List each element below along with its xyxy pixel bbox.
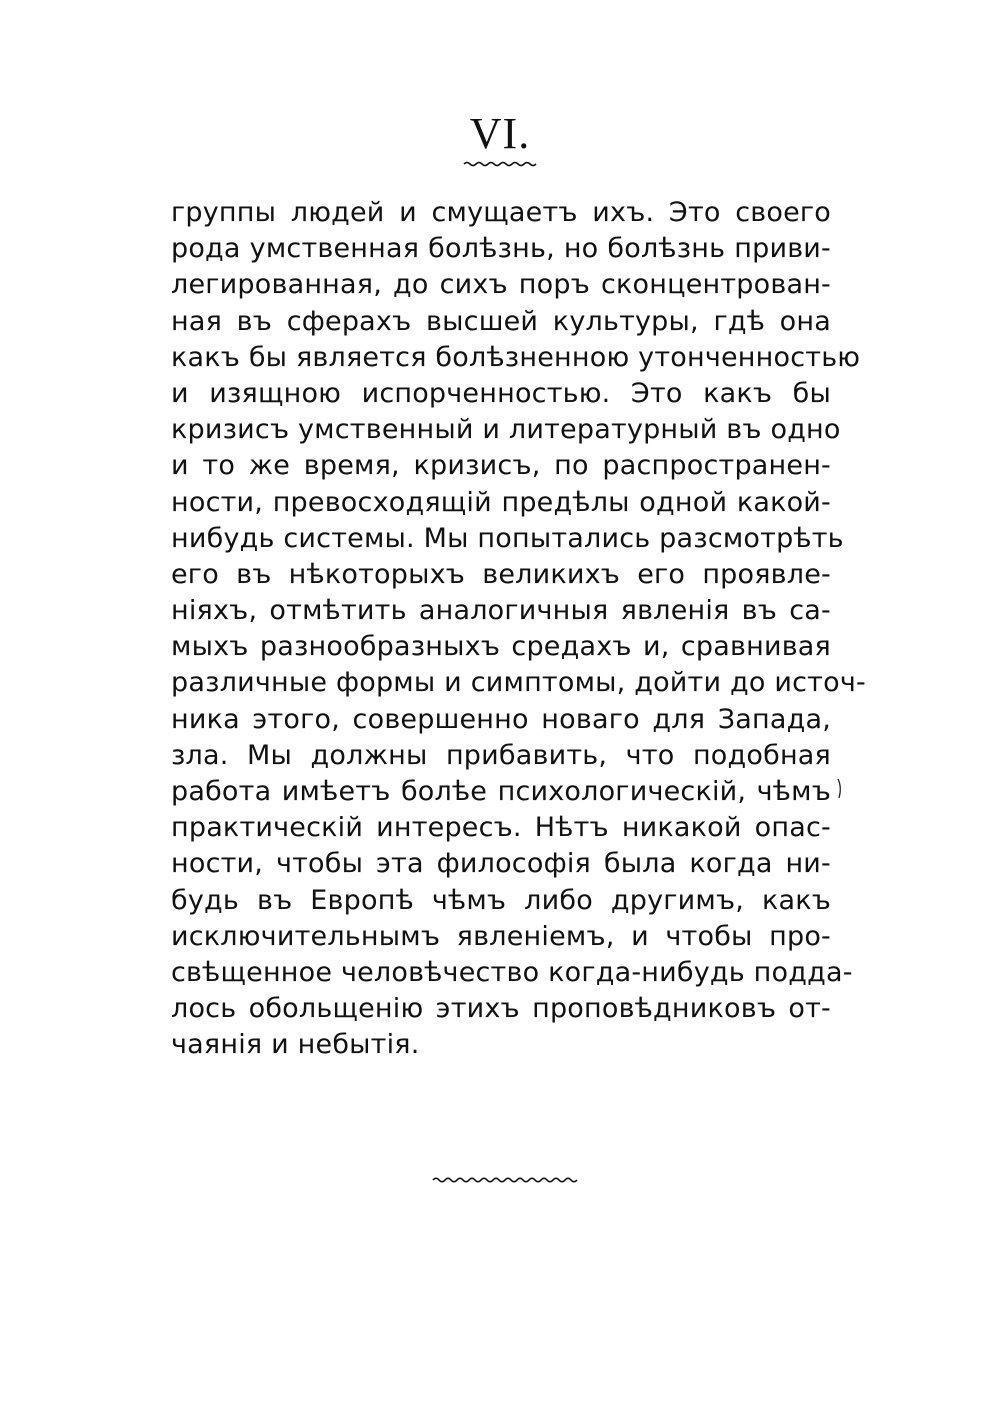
text-line: зла. Мы должны прибавить, что подобная	[171, 739, 831, 771]
body-text	[171, 195, 866, 1064]
footer-wavy-ornament	[432, 1175, 578, 1185]
page-header	[0, 109, 1000, 168]
text-line: исключительнымъ явленіемъ, и чтобы про-	[171, 920, 831, 952]
text-line: ніяхъ, отмѣтить аналогичныя явленія въ са-	[171, 595, 831, 627]
text-line: будь въ Европѣ чѣмъ либо другимъ, какъ	[171, 884, 831, 916]
text-line: ная въ сферахъ высшей культуры, гдѣ она	[171, 305, 831, 337]
text-line: и изящною испорченностью. Это какъ бы	[171, 377, 831, 409]
text-line: ности, превосходящій предѣлы одной какой-	[171, 486, 831, 518]
text-line: чаянія и небытія.	[171, 1029, 420, 1061]
text-line: мыхъ разнообразныхъ средахъ и, сравнивая	[171, 631, 831, 663]
text-line: легированная, до сихъ поръ сконцентрован-	[171, 269, 831, 301]
header-wavy-ornament	[463, 160, 537, 168]
page-number: VI.	[469, 109, 531, 158]
text-line: нибудь системы. Мы попытались разсмотрѣть	[171, 522, 844, 554]
text-line: различные формы и симптомы, дойти до источ-	[171, 667, 866, 699]
text-line: и то же время, кризисъ, по распространен-	[171, 450, 831, 482]
margin-tick-mark	[836, 778, 844, 800]
text-line: лось обольщенію этихъ проповѣдниковъ от-	[171, 993, 831, 1025]
text-line: его въ нѣкоторыхъ великихъ его проявле-	[171, 558, 831, 590]
text-line: ности, чтобы эта философія была когда ни-	[171, 848, 831, 880]
text-line: рода умственная болѣзнь, но болѣзнь приви-	[171, 233, 831, 265]
text-line: свѣщенное человѣчество когда-нибудь подда-	[171, 956, 853, 988]
text-line: группы людей и смущаетъ ихъ. Это своего	[171, 197, 831, 228]
text-line: кризисъ умственный и литературный въ одно	[171, 414, 841, 446]
text-line: какъ бы является болѣзненною утонченностью	[171, 341, 861, 373]
text-line: ника этого, совершенно новаго для Запада,	[171, 703, 831, 735]
text-line: практическій интересъ. Нѣтъ никакой опас-	[171, 812, 831, 844]
text-line: работа имѣетъ болѣе психологическій, чѣмъ	[171, 776, 831, 807]
